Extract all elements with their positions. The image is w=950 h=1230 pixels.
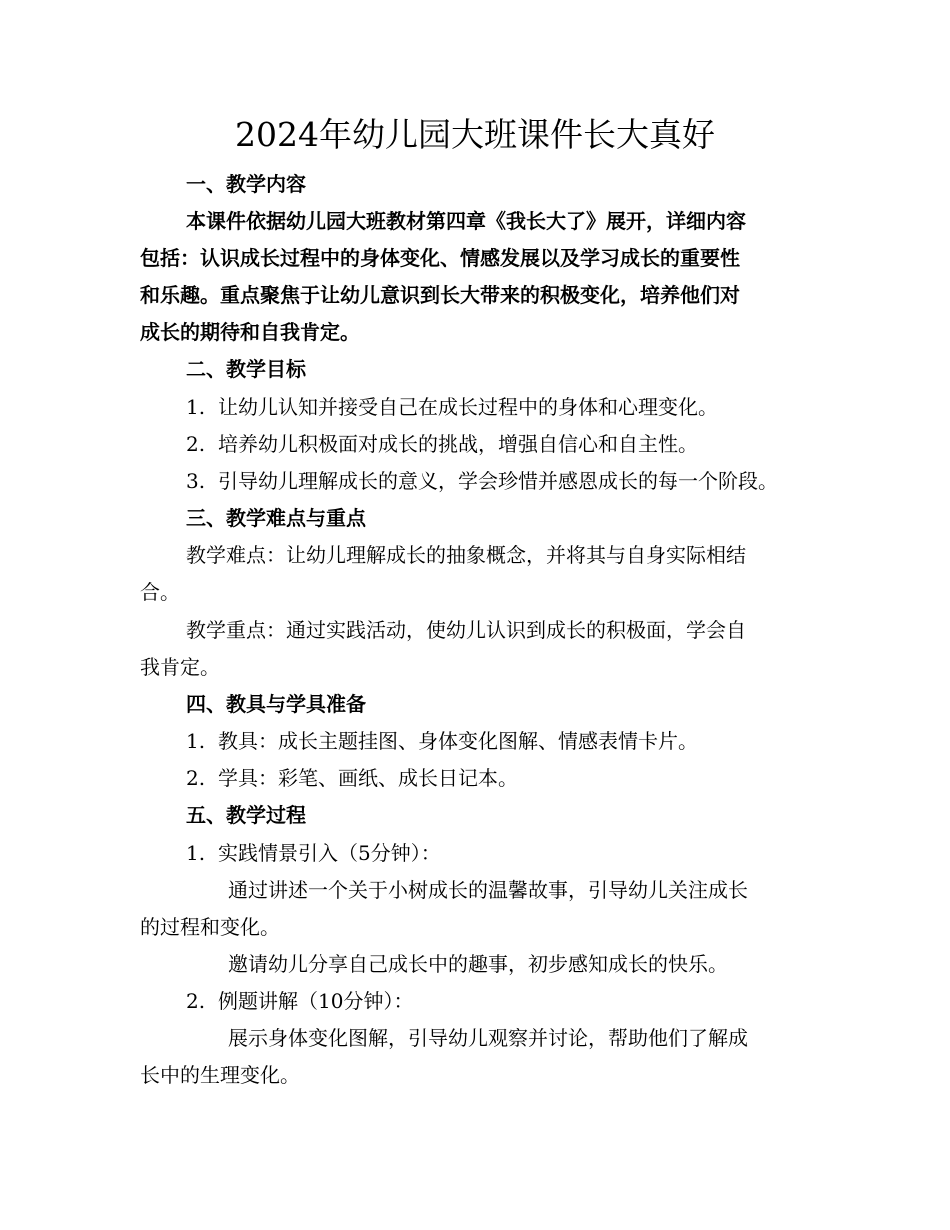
objective-item — [186, 393, 718, 421]
difficulty-line: 合。 — [140, 580, 180, 604]
process-step — [186, 839, 441, 867]
process-step — [186, 987, 413, 1015]
section-heading-process: 五、教学过程 — [186, 803, 306, 827]
section-heading-difficulty-focus: 三、教学难点与重点 — [186, 506, 366, 530]
objective-item — [186, 467, 778, 495]
objective-item — [186, 430, 698, 458]
material-item — [186, 764, 518, 792]
material-item — [186, 727, 698, 755]
step-paragraph-line: 邀请幼儿分享自己成长中的趣事，初步感知成长的快乐。 — [228, 952, 728, 976]
list-number: 1. — [186, 729, 206, 753]
focus-line: 教学重点：通过实践活动，使幼儿认识到成长的积极面，学会自 — [186, 618, 746, 642]
objective-text: 培养幼儿积极面对成长的挑战，增强自信心和自主性。 — [218, 432, 698, 456]
objective-text: 引导幼儿理解成长的意义，学会珍惜并感恩成长的每一个阶段。 — [218, 469, 778, 493]
document-title: 2024年幼儿园大班课件长大真好 — [235, 115, 715, 154]
content-paragraph-line: 包括：认识成长过程中的身体变化、情感发展以及学习成长的重要性 — [140, 246, 740, 270]
step-paragraph-line: 长中的生理变化。 — [140, 1063, 300, 1087]
step-text: 例题讲解（10分钟）： — [218, 989, 414, 1013]
step-paragraph-line: 通过讲述一个关于小树成长的温馨故事，引导幼儿关注成长 — [228, 878, 748, 902]
list-number: 1. — [186, 841, 206, 865]
list-number: 2. — [186, 432, 206, 456]
content-paragraph-line: 本课件依据幼儿园大班教材第四章《我长大了》展开，详细内容 — [186, 209, 746, 233]
section-heading-objectives: 二、教学目标 — [186, 357, 306, 381]
step-text: 实践情景引入（5分钟）： — [218, 841, 441, 865]
section-heading-materials: 四、教具与学具准备 — [186, 692, 366, 716]
list-number: 1. — [186, 395, 206, 419]
difficulty-line: 教学难点：让幼儿理解成长的抽象概念，并将其与自身实际相结 — [186, 543, 746, 567]
list-number: 3. — [186, 469, 206, 493]
objective-text: 让幼儿认知并接受自己在成长过程中的身体和心理变化。 — [218, 395, 718, 419]
material-text: 学具：彩笔、画纸、成长日记本。 — [218, 766, 518, 790]
section-heading-content: 一、教学内容 — [186, 172, 306, 196]
focus-line: 我肯定。 — [140, 655, 220, 679]
list-number: 2. — [186, 766, 206, 790]
list-number: 2. — [186, 989, 206, 1013]
step-paragraph-line: 展示身体变化图解，引导幼儿观察并讨论，帮助他们了解成 — [228, 1026, 748, 1050]
content-paragraph-line: 成长的期待和自我肯定。 — [140, 320, 360, 344]
step-paragraph-line: 的过程和变化。 — [140, 915, 280, 939]
material-text: 教具：成长主题挂图、身体变化图解、情感表情卡片。 — [218, 729, 698, 753]
content-paragraph-line: 和乐趣。重点聚焦于让幼儿意识到长大带来的积极变化，培养他们对 — [140, 283, 740, 307]
